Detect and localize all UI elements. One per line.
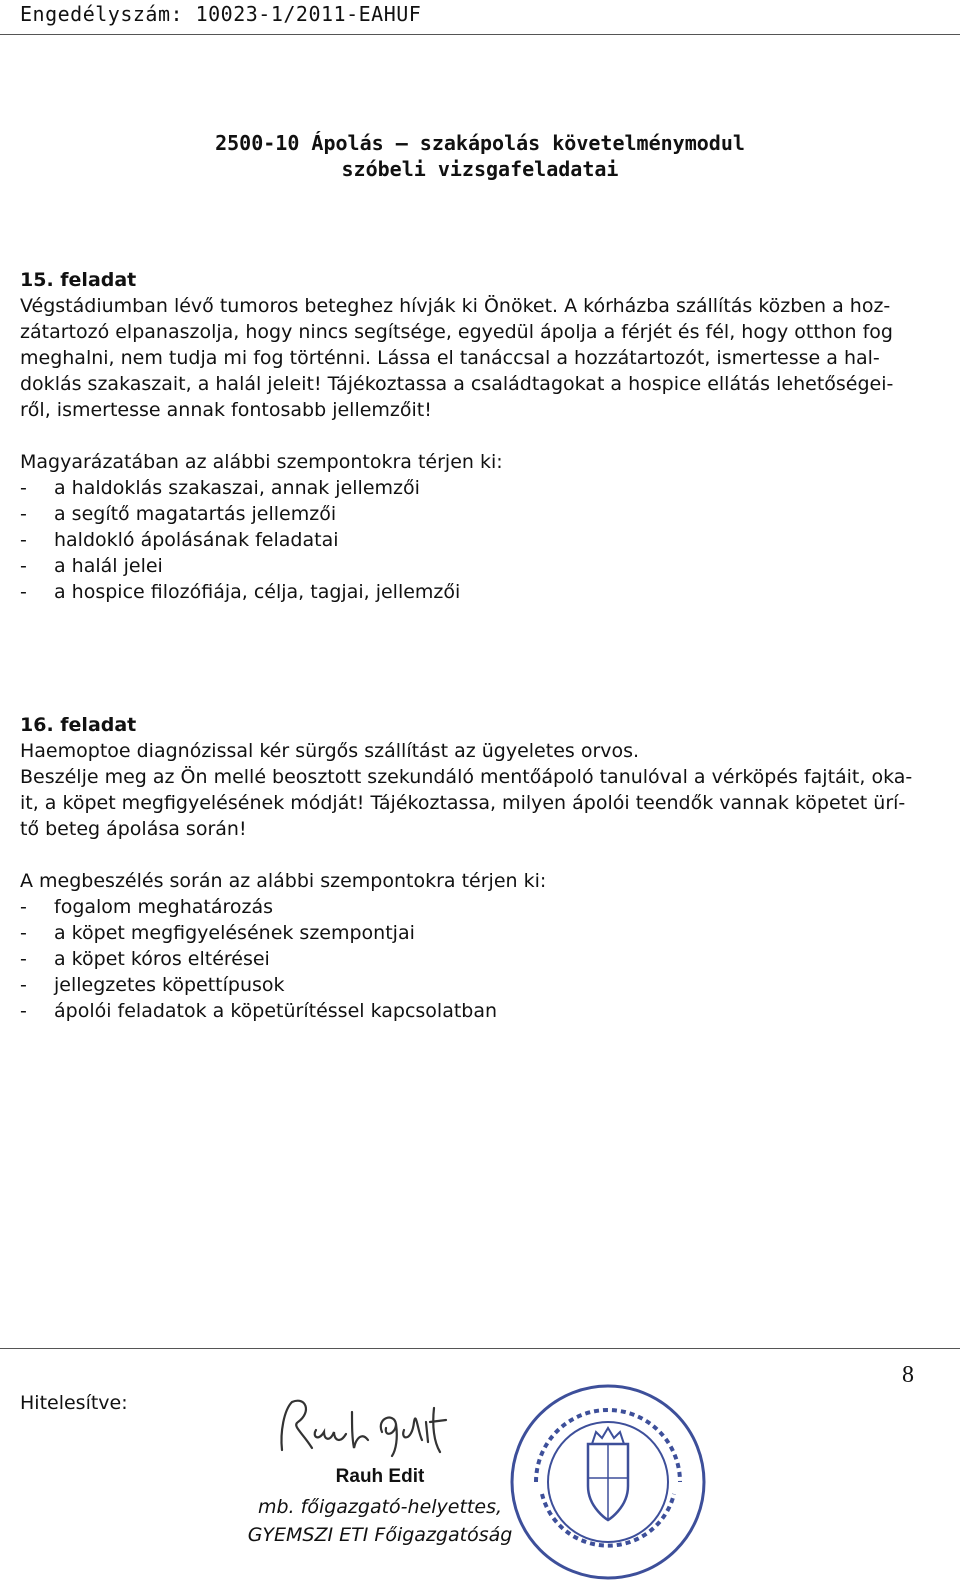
task-text-line: meghalni, nem tudja mi fog történni. Lássa el tanáccsal a hozzátartozót, ismertesse a hal- (20, 347, 880, 369)
list-item: - a köpet megfigyelésének szempontjai (20, 922, 415, 944)
task-text-line: doklás szakaszait, a halál jeleit! Tájékoztassa a családtagokat a hospice ellátás lehetőségei- (20, 373, 894, 395)
task-text-line: Haemoptoe diagnózissal kér sürgős szállítást az ügyeletes orvos. (20, 740, 640, 762)
signatory-position: mb. főigazgató-helyettes, (257, 1496, 503, 1518)
task-text-line: Végstádiumban lévő tumoros beteghez hívják ki Önöket. A kórházba szállítás közben a hoz- (20, 295, 891, 317)
list-item: - a hospice filozófiája, célja, tagjai, jellemzői (20, 581, 461, 603)
page-number: 8 (902, 1362, 914, 1388)
task-15 (20, 267, 950, 605)
list-item: - ápolói feladatok a köpetürítéssel kapcsolatban (20, 1000, 498, 1022)
handwritten-signature (272, 1392, 472, 1464)
signatory-organization: GYEMSZI ETI Főigazgatóság (247, 1524, 513, 1546)
task-text-line: ről, ismertesse annak fontosabb jellemzőit! (20, 399, 432, 421)
signatory-name: Rauh Edit (335, 1466, 425, 1487)
list-item: - a segítő magatartás jellemzői (20, 503, 337, 525)
task-16 (20, 712, 950, 1024)
official-seal-icon (508, 1382, 708, 1582)
document-title: 2500-10 Ápolás – szakápolás követelménymodul (215, 131, 745, 155)
list-item: - haldokló ápolásának feladatai (20, 529, 339, 551)
task-text-line: it, a köpet megfigyelésének módját! Tájékoztassa, milyen ápolói teendők vannak köpetet ürí- (20, 792, 906, 814)
license-number: Engedélyszám: 10023-1/2011-EAHUF (20, 2, 422, 26)
list-item: - fogalom meghatározás (20, 896, 274, 918)
list-item: - a köpet kóros eltérései (20, 948, 270, 970)
task-intro: Magyarázatában az alábbi szempontokra térjen ki: (20, 451, 503, 473)
certified-label: Hitelesítve: (20, 1392, 128, 1414)
task-text-line: Beszélje meg az Ön mellé beosztott szekundáló mentőápoló tanulóval a vérköpés fajtáit, oka- (20, 766, 913, 788)
task-text-line: zátartozó elpanaszolja, hogy nincs segítsége, egyedül ápolja a férjét és fél, hogy otthon fog (20, 321, 893, 343)
list-item: - jellegzetes köpettípusok (20, 974, 285, 996)
header-rule (0, 34, 960, 35)
document-subtitle: szóbeli vizsgafeladatai (341, 157, 619, 181)
task-text-line: tő beteg ápolása során! (20, 818, 247, 840)
footer-rule (0, 1348, 960, 1349)
task-heading: 15. feladat (20, 269, 137, 291)
list-item: - a haldoklás szakaszai, annak jellemzői (20, 477, 420, 499)
task-intro: A megbeszélés során az alábbi szempontokra térjen ki: (20, 870, 547, 892)
task-heading: 16. feladat (20, 714, 137, 736)
list-item: - a halál jelei (20, 555, 163, 577)
